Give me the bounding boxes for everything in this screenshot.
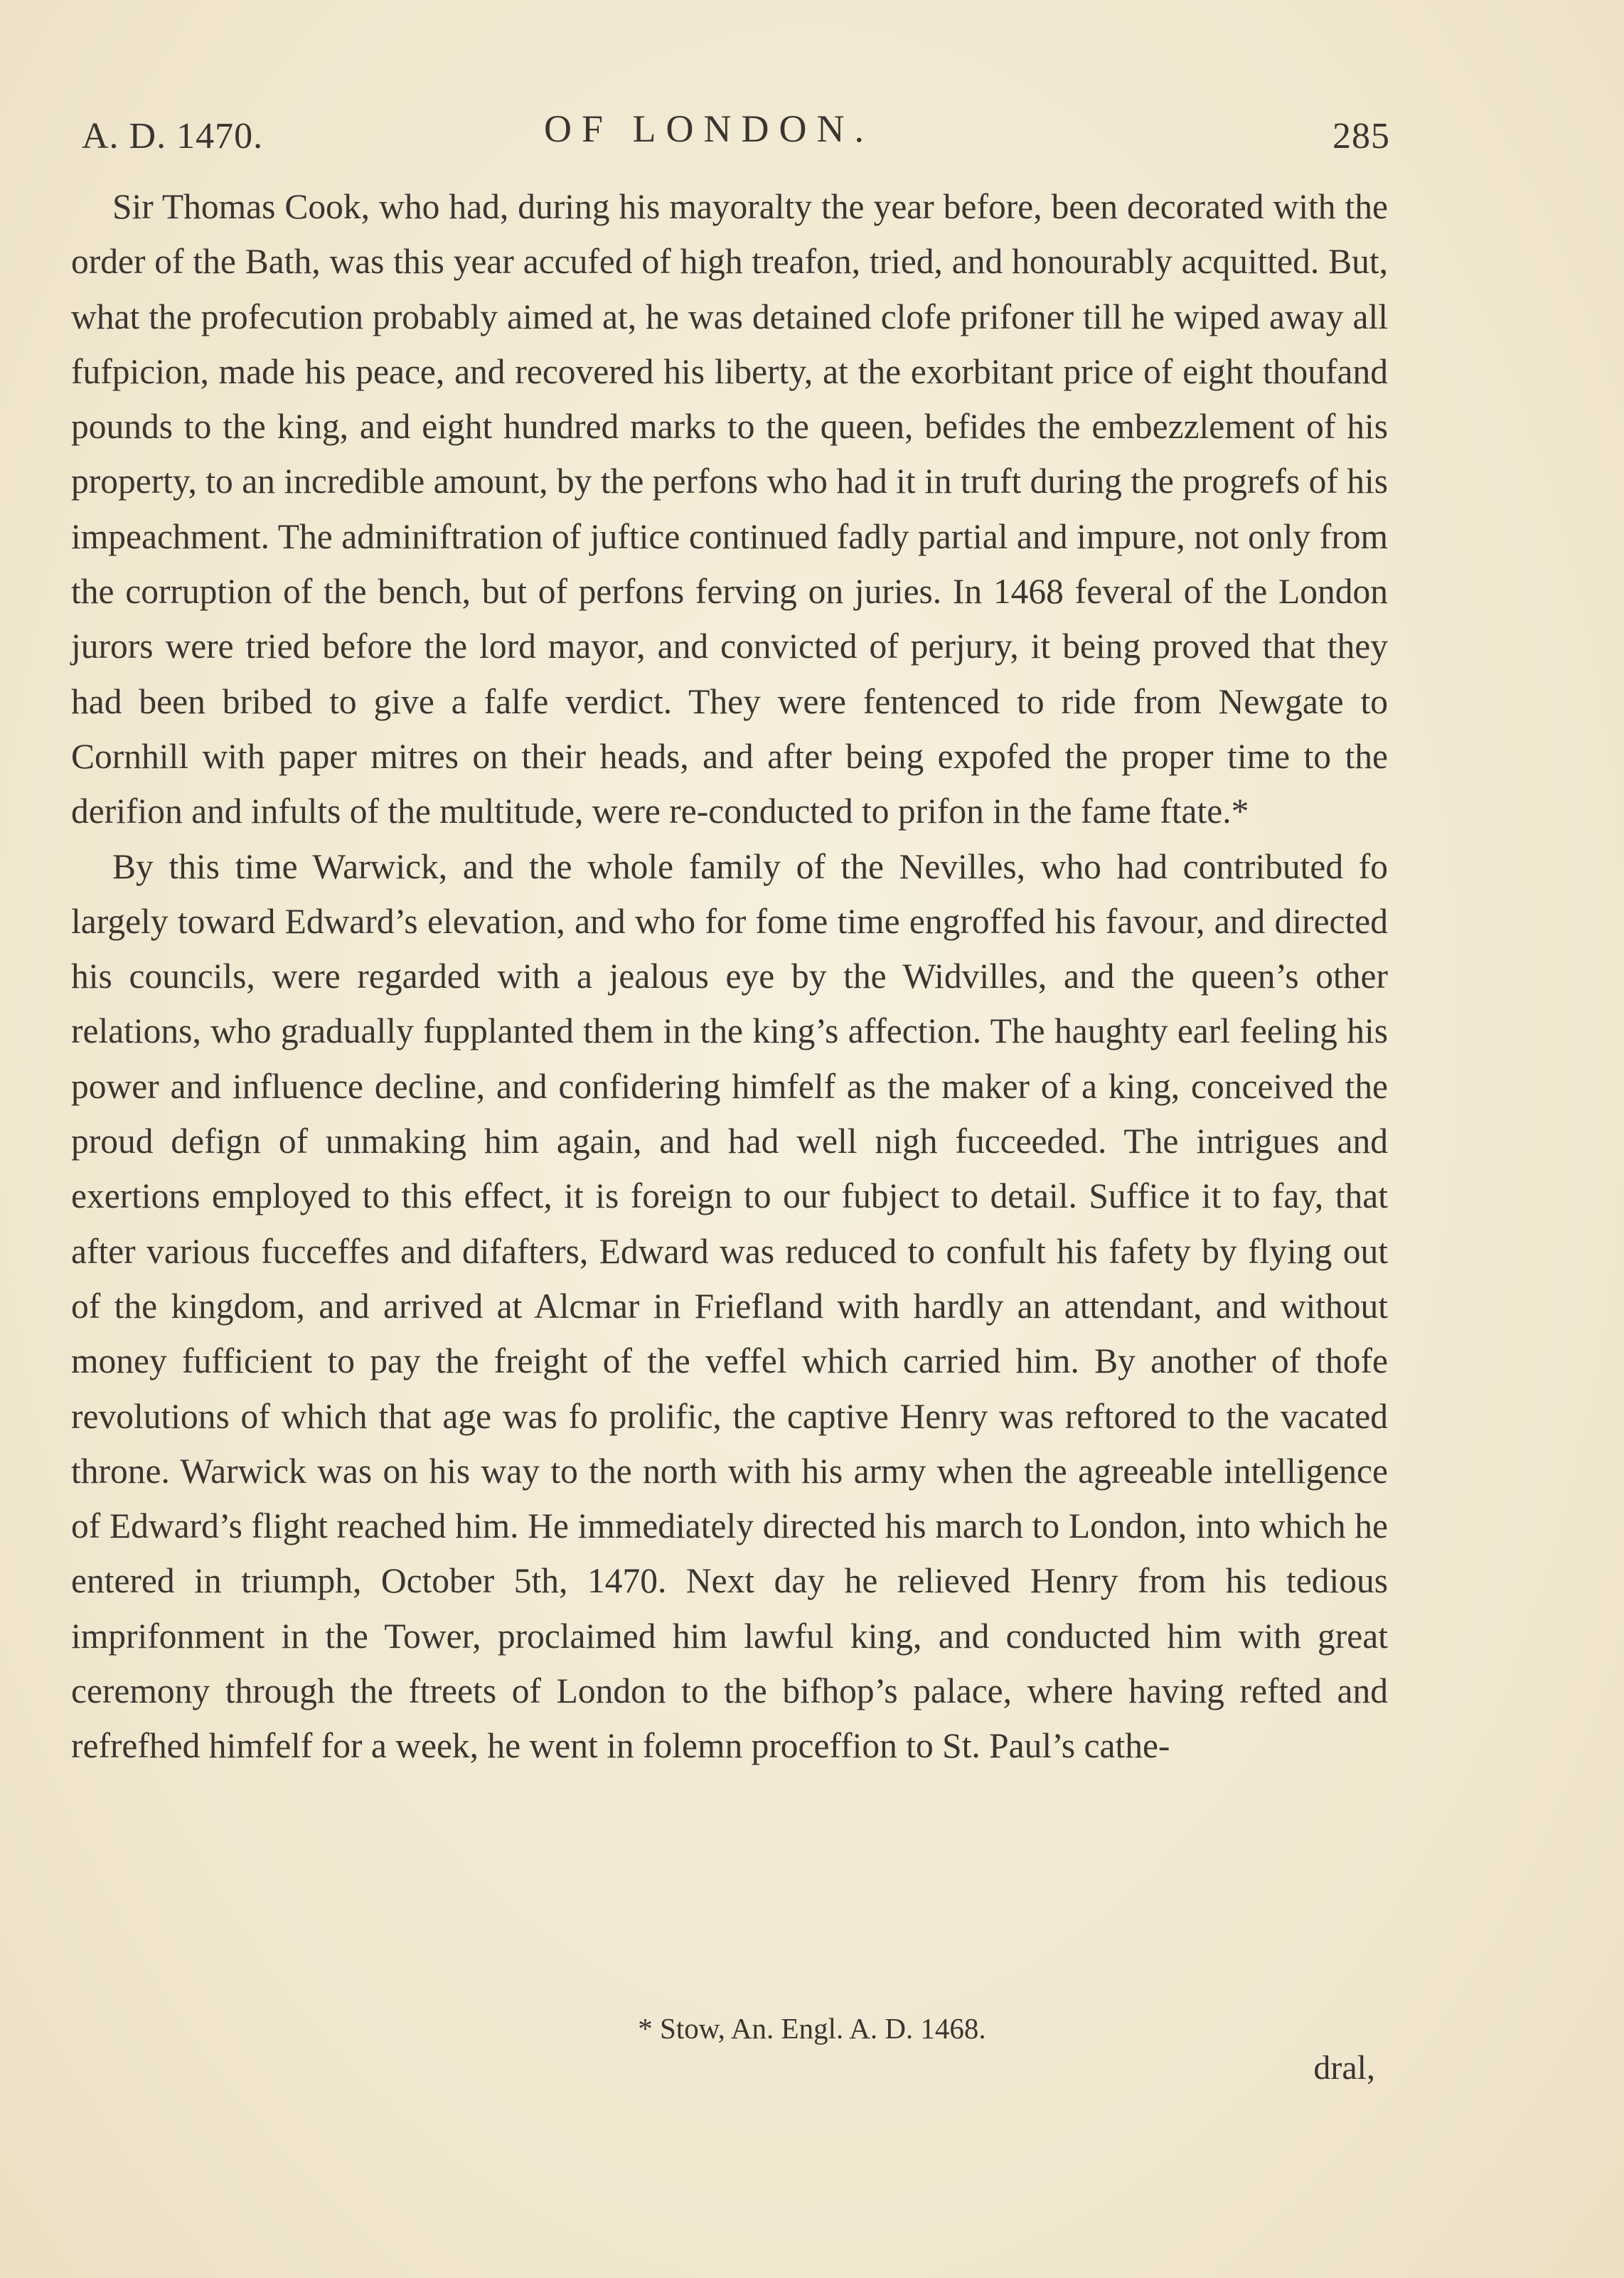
catchword: dral, xyxy=(1313,2049,1375,2087)
page-number: 285 xyxy=(1332,116,1390,156)
footnote: * Stow, An. Engl. A. D. 1468. xyxy=(638,2012,986,2045)
running-header xyxy=(82,107,1390,164)
header-title: OF LONDON. xyxy=(544,107,874,150)
main-text xyxy=(71,179,1388,1774)
paragraph-2: By this time Warwick, and the whole family of the Nevilles, who had contributed fo largely toward Edward’s elevation, and who for fome time engroffed his favour, and directed his councils, were regarded with a jealous eye by the Widvilles, and the queen’s other relations, who gradually fupplanted them in the king’s affection. The haughty earl feeling his power and influence decline, and confidering himfelf as the maker of a king, conceived the proud defign of unmaking him again, and had well nigh fucceeded. The intrigues and exertions employed to this effect, it is foreign to our fubject to detail. Suffice it to fay, that after various fucceffes and difafters, Edward was reduced to confult his fafety by flying out of the kingdom, and arrived at Alcmar in Friefland with hardly an attendant, and without money fufficient to pay the freight of the veffel which carried him. By another of thofe revolutions of which that age was fo prolific, the captive Henry was reftored to the vacated throne. Warwick was on his way to the north with his army when the agreeable intelligence of Edward’s flight reached him. He immediately directed his march to London, into which he entered in triumph, October 5th, 1470. Next day he relieved Henry from his tedious imprifonment in the Tower, proclaimed him lawful king, and conducted him with great ceremony through the ftreets of London to the bifhop’s palace, where having refted and refrefhed himfelf for a week, he went in folemn proceffion to St. Paul’s cathe- xyxy=(71,846,1388,1766)
paragraph-1: Sir Thomas Cook, who had, during his mayoralty the year before, been decorated with the order of the Bath, was this year accufed of high treafon, tried, and honourably acquitted. But, what the profecution probably aimed at, he was detained clofe prifoner till he wiped away all fufpicion, made his peace, and recovered his liberty, at the exorbitant price of eight thoufand pounds to the king, and eight hundred marks to the queen, befides the embezzlement of his property, to an incredible amount, by the perfons who had it in truft during the progrefs of his impeachment. The adminiftration of juftice continued fadly partial and impure, not only from the corruption of the bench, but of perfons ferving on juries. In 1468 feveral of the London jurors were tried before the lord mayor, and convicted of perjury, it being proved that they had been bribed to give a falfe verdict. They were fentenced to ride from Newgate to Cornhill with paper mitres on their heads, and after being expofed the proper time to the derifion and infults of the multitude, were re-conducted to prifon in the fame ftate.* xyxy=(71,187,1388,831)
header-date: A. D. 1470. xyxy=(82,116,264,156)
